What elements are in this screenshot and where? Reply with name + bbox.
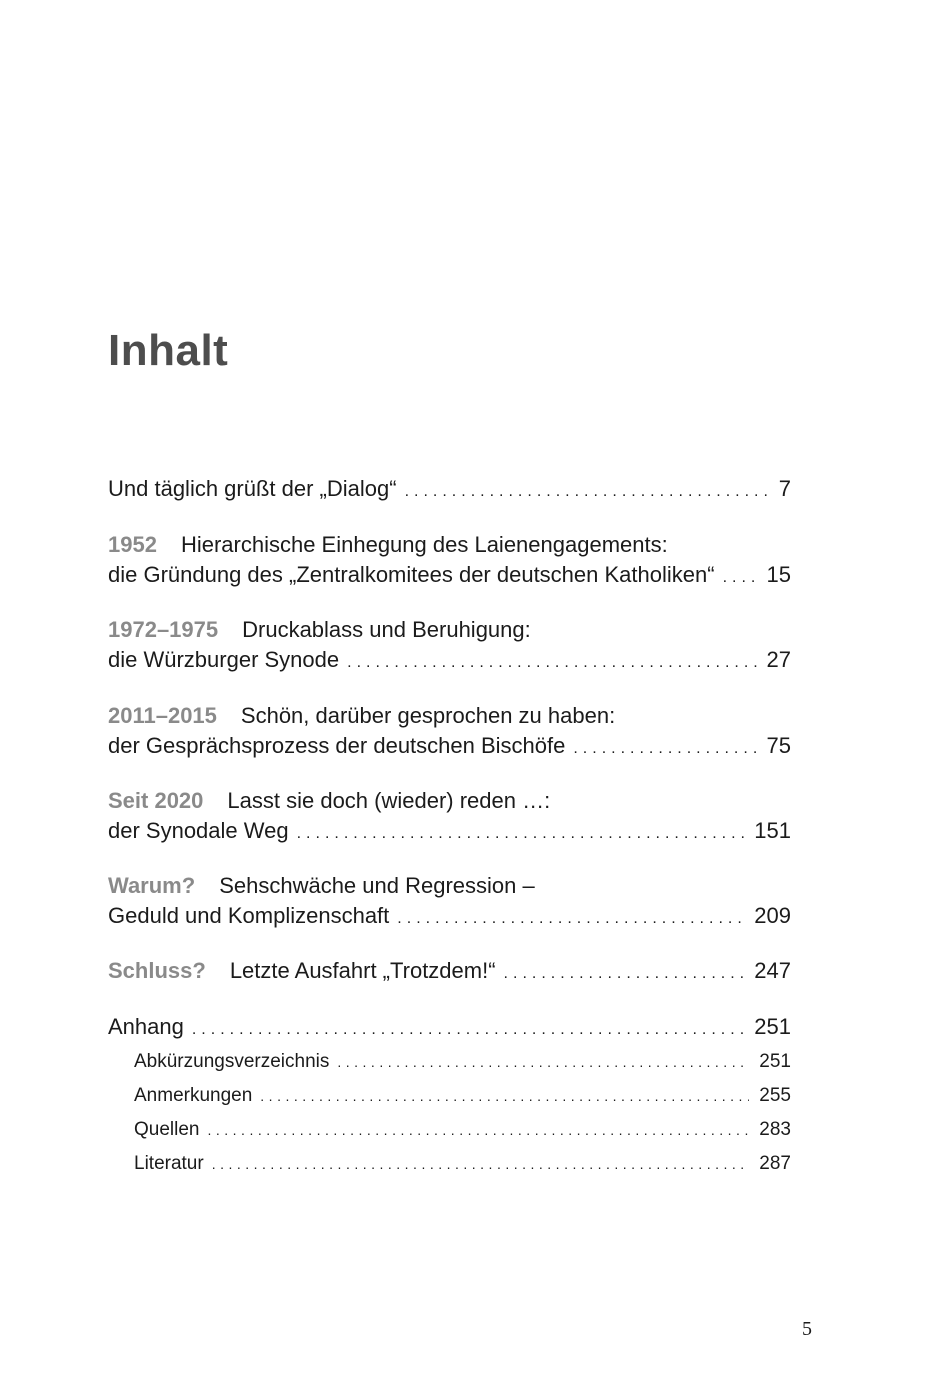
toc-page-number: 75 <box>766 733 791 758</box>
toc-era: Warum? <box>108 873 196 898</box>
toc-era: Seit 2020 <box>108 788 204 813</box>
toc-line <box>108 901 791 931</box>
leader-dots <box>337 1049 749 1075</box>
toc-entry-subtitle: Geduld und Komplizenschaft <box>108 903 390 928</box>
leader-dots <box>297 819 745 849</box>
toc-entry <box>108 615 791 675</box>
leader-dots <box>723 563 757 593</box>
toc-entry-title: Letzte Ausfahrt „Trotzdem!“ <box>229 958 496 983</box>
page-title: Inhalt <box>108 326 229 375</box>
toc-line <box>108 474 791 504</box>
toc-page-number: 255 <box>759 1085 791 1106</box>
toc-entry <box>108 530 791 590</box>
toc-entry-subtitle: der Synodale Weg <box>108 818 289 843</box>
toc-line <box>134 1049 791 1075</box>
toc-subentry-title: Literatur <box>134 1153 204 1174</box>
leader-dots <box>347 648 756 678</box>
toc-entry-subtitle: die Würzburger Synode <box>108 647 340 672</box>
toc-page-number: 27 <box>766 647 791 672</box>
toc-entry <box>108 956 791 986</box>
leader-dots <box>212 1151 750 1177</box>
page-number: 5 <box>802 1318 812 1340</box>
toc-line <box>108 816 791 846</box>
toc-line <box>108 786 791 816</box>
toc-line <box>108 701 791 731</box>
toc-entry-title: Anhang <box>108 1014 184 1039</box>
toc-line <box>108 871 791 901</box>
toc-page-number: 151 <box>754 818 791 843</box>
leader-dots <box>573 734 756 764</box>
leader-dots <box>260 1083 749 1109</box>
toc-entry-title: Druckablass und Beruhigung: <box>242 617 531 642</box>
toc-page-number: 15 <box>766 562 791 587</box>
toc-line <box>108 731 791 761</box>
toc-page-number: 247 <box>754 958 791 983</box>
toc-entry-subtitle: die Gründung des „Zentralkomitees der deutschen Katholiken“ <box>108 562 715 587</box>
toc-line <box>108 560 791 590</box>
toc-entry-title: Lasst sie doch (wieder) reden …: <box>227 788 551 813</box>
toc-subentry-title: Anmerkungen <box>134 1085 253 1106</box>
toc-subentry-title: Quellen <box>134 1119 200 1140</box>
leader-dots <box>504 959 745 989</box>
toc-line <box>108 530 791 560</box>
toc-entry <box>108 786 791 846</box>
toc-line <box>108 956 791 986</box>
toc-page-number: 283 <box>759 1119 791 1140</box>
toc-subentry <box>134 1049 791 1075</box>
toc-entry <box>108 1012 791 1042</box>
toc-entry-subtitle: der Gesprächsprozess der deutschen Bischöfe <box>108 733 566 758</box>
toc-page-number: 287 <box>759 1153 791 1174</box>
toc-subentry <box>134 1151 791 1177</box>
toc-entry-title: Hierarchische Einhegung des Laienengagements: <box>180 532 668 557</box>
toc-entry <box>108 701 791 761</box>
toc-entry-title: Schön, darüber gesprochen zu haben: <box>240 703 616 728</box>
toc-entry <box>108 474 791 504</box>
toc-entry-title: Und täglich grüßt der „Dialog“ <box>108 476 397 501</box>
toc-line <box>134 1083 791 1109</box>
toc-line <box>108 1012 791 1042</box>
toc-line <box>108 615 791 645</box>
leader-dots <box>405 477 769 507</box>
leader-dots <box>192 1015 744 1045</box>
leader-dots <box>208 1117 750 1143</box>
toc-era: Schluss? <box>108 958 206 983</box>
toc-line <box>134 1151 791 1177</box>
toc-line <box>134 1117 791 1143</box>
toc-entry <box>108 871 791 931</box>
toc-page-number: 7 <box>778 476 791 501</box>
toc-era: 1952 <box>108 532 157 557</box>
toc-page-number: 251 <box>759 1051 791 1072</box>
toc-subentry <box>134 1083 791 1109</box>
toc-entry-title: Sehschwäche und Regression – <box>219 873 535 898</box>
toc-subentry-title: Abkürzungsverzeichnis <box>134 1051 330 1072</box>
toc-era: 1972–1975 <box>108 617 219 642</box>
toc-page-number: 209 <box>754 903 791 928</box>
leader-dots <box>397 904 744 934</box>
toc-era: 2011–2015 <box>108 703 217 728</box>
toc-page-number: 251 <box>754 1014 791 1039</box>
toc-subentry <box>134 1117 791 1143</box>
toc-line <box>108 645 791 675</box>
